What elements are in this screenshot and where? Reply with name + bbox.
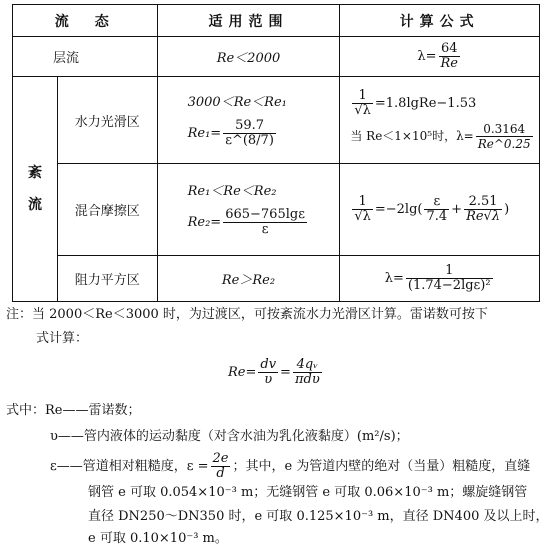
square-range: Re＞Re₂: [157, 256, 340, 302]
table-header-row: [13, 5, 540, 37]
square-label: 阻力平方区: [57, 256, 157, 302]
table-row-square: [13, 256, 540, 302]
mixed-label: 混合摩擦区: [57, 164, 157, 256]
note-line1: 注：当 2000＜Re＜3000 时，为过渡区，可按紊流水力光滑区计算。雷诺数可按下: [6, 307, 488, 322]
square-formula: λ= $\frac{1}{\text{(1.74−2lgε)²}}$: [340, 256, 540, 302]
table-row-mixed: [13, 164, 540, 256]
note-line2: 式计算：: [36, 331, 89, 346]
laminar-range: Re＜2000: [157, 37, 340, 77]
mixed-formula: $\frac{1}{√\lambda}$ =−2lg( $\frac{\varepsilon}{7.4}$ + $\frac{2.51}{Re√\lambda}$ ): [340, 164, 540, 256]
eps-line3: 直径 DN250～DN350 时，e 可取 0.125×10⁻³ m，直径 DN400 及以上时，: [88, 509, 549, 524]
smooth-formula: $\frac{1}{√\lambda}$ =1.8lgRe−1.53 当 Re＜1×10⁵时，λ= $\frac{0.3164}{Re\^{}0.25}$: [340, 77, 540, 164]
header-formula: 计算公式: [340, 5, 540, 37]
where-re: 式中：Re——雷诺数；: [6, 403, 141, 418]
eps-line4: e 可取 0.10×10⁻³ m。: [88, 531, 228, 546]
flow-regime-table: [12, 4, 540, 302]
table-row-smooth: [13, 77, 540, 164]
eps-line2: 钢管 e 可取 0.054×10⁻³ m；无缝钢管 e 可取 0.06×10⁻³ m；螺旋缝钢管: [88, 485, 528, 500]
laminar-formula: λ= $\frac{64}{Re}$: [340, 37, 540, 77]
where-eps: ε——管道相对粗糙度，ε = $\frac{2e}{d}$ ；其中，e 为管道内壁的绝对（当量）粗糙度，直缝: [50, 451, 531, 481]
laminar-label: 层流: [13, 37, 158, 77]
mixed-range: Re₁＜Re＜Re₂ Re₂= $\frac{665-765\lg\varepsilon}{\varepsilon}$: [157, 164, 340, 256]
where-nu: υ——管内液体的运动黏度（对含水油为乳化液黏度）(m²/s)；: [50, 429, 409, 444]
smooth-label: 水力光滑区: [57, 77, 157, 164]
table-row-laminar: [13, 37, 540, 77]
header-range: 适用范围: [157, 5, 340, 37]
smooth-range: 3000＜Re＜Re₁ Re₁= $\frac{59.7}{\varepsilon\^{}(8/7)}$: [157, 77, 340, 164]
turbulent-label: 紊 流: [13, 77, 58, 302]
header-flow-state: 流 态: [13, 5, 158, 37]
reynolds-formula: Re= $\frac{dv}{\upsilon}$ = $\frac{\text{4qᵥ}}{\text{πdυ}}$: [228, 357, 320, 387]
